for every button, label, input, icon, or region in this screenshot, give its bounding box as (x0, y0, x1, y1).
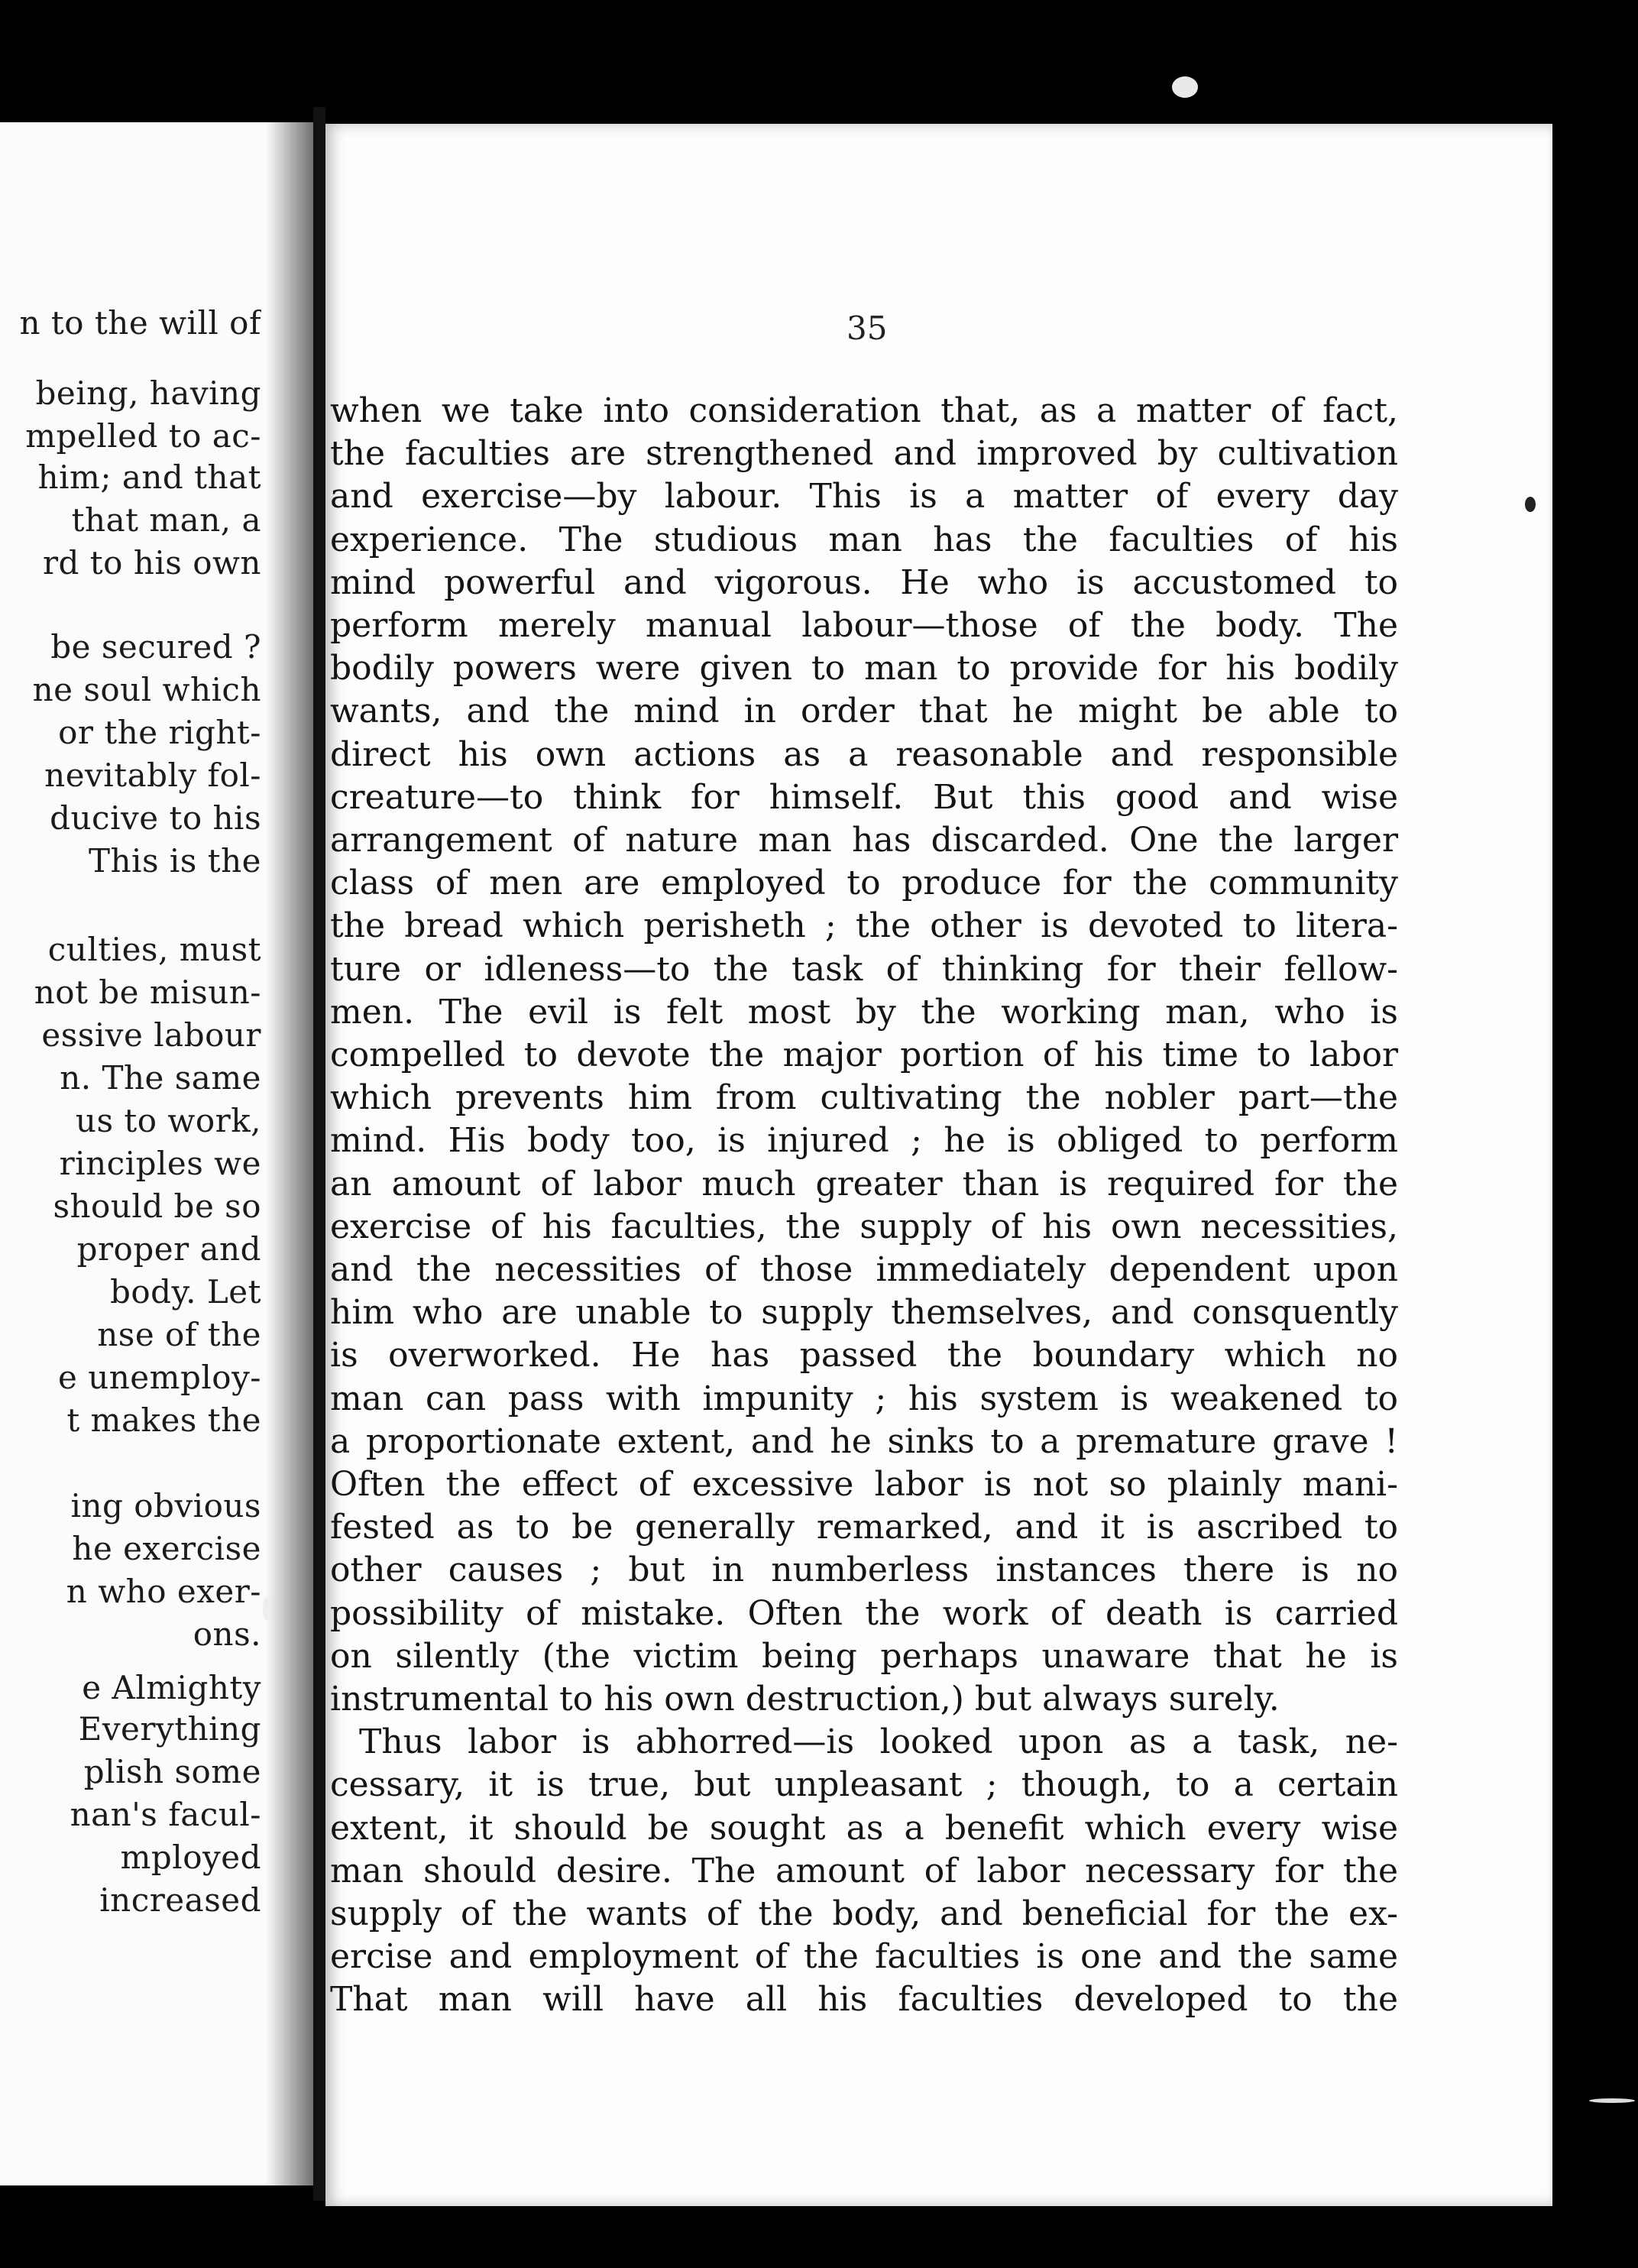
body-text-line: when we take into consideration that, as a matter of fact, (330, 391, 1398, 430)
ink-speck (1172, 76, 1198, 98)
body-text-line: the bread which perisheth ; the other is devoted to litera- (330, 906, 1398, 946)
left-page-line: ing obvious (70, 1487, 261, 1524)
left-page-line: nevitably fol- (44, 757, 261, 794)
body-text-line: cessary, it is true, but unpleasant ; though, to a certain (330, 1765, 1398, 1805)
body-text-line: Often the effect of excessive labor is not so plainly mani- (330, 1465, 1398, 1504)
body-text-line: ture or idleness—to the task of thinking for their fellow- (330, 949, 1398, 989)
left-page-line: being, having (35, 374, 261, 412)
left-page-line: body. Let (109, 1273, 261, 1311)
body-text-line: compelled to devote the major portion of his time to labor (330, 1035, 1398, 1074)
body-text-line: men. The evil is felt most by the working man, who is (330, 992, 1398, 1032)
body-text-line: experience. The studious man has the faculties of his (330, 520, 1398, 559)
left-page-line: not be misun- (34, 974, 261, 1011)
body-text-line: ercise and employment of the faculties is one and the same (330, 1937, 1398, 1977)
body-text-line: mind powerful and vigorous. He who is accustomed to (330, 562, 1398, 602)
body-text-line: and exercise—by labour. This is a matter of every day (330, 477, 1398, 517)
body-text-line: is overworked. He has passed the boundary which no (330, 1336, 1398, 1375)
body-text-line: exercise of his faculties, the supply of his own necessities, (330, 1207, 1398, 1246)
left-page-line: us to work, (75, 1102, 261, 1139)
left-page-line: Everything (78, 1710, 261, 1748)
left-page-line: nse of the (97, 1316, 261, 1353)
left-page-line: essive labour (41, 1016, 261, 1054)
body-text-line: extent, it should be sought as a benefit which every wise (330, 1808, 1398, 1848)
left-page-line: culties, must (47, 931, 261, 968)
book-gutter (313, 107, 325, 2201)
left-page-line: This is the (88, 842, 261, 880)
body-text-line: man can pass with impunity ; his system is weakened to (330, 1379, 1398, 1418)
body-text-line: class of men are employed to produce for the community (330, 863, 1398, 903)
body-text-line: creature—to think for himself. But this good and wise (330, 777, 1398, 817)
left-page-line: that man, a (71, 501, 261, 539)
body-text-line: him who are unable to supply themselves, and consquently (330, 1293, 1398, 1333)
left-page-line: ne soul which (32, 671, 261, 708)
body-text-line: the faculties are strengthened and improved by cultivation (330, 434, 1398, 474)
body-text-line: on silently (the victim being perhaps unaware that he is (330, 1636, 1398, 1676)
left-page-line: e unemploy- (57, 1359, 261, 1396)
left-page-line: increased (99, 1881, 261, 1919)
body-text-line: That man will have all his faculties developed to the (330, 1980, 1398, 2020)
body-text-line: which prevents him from cultivating the nobler part—the (330, 1078, 1398, 1118)
body-text-line: mind. His body too, is injured ; he is obliged to perform (330, 1121, 1398, 1161)
left-page-line: t makes the (66, 1401, 261, 1439)
left-page-line: or the right- (58, 714, 261, 751)
page-number: 35 (847, 309, 888, 347)
left-page-line: rd to his own (42, 544, 261, 582)
body-text-line: and the necessities of those immediately dependent upon (330, 1250, 1398, 1289)
left-page-line: ons. (193, 1615, 261, 1653)
left-page-line: e Almighty (82, 1669, 261, 1706)
left-page-line: mpelled to ac- (25, 417, 261, 455)
ink-speck (263, 1597, 270, 1620)
left-page-line: be secured ? (50, 628, 261, 666)
left-page-shadow (266, 122, 313, 2185)
body-text-line: wants, and the mind in order that he might be able to (330, 692, 1398, 731)
left-page-line: n who exer- (66, 1573, 261, 1610)
body-text-line: man should desire. The amount of labor necessary for the (330, 1851, 1398, 1891)
left-page-line: him; and that (37, 458, 261, 496)
body-text-line: supply of the wants of the body, and beneficial for the ex- (330, 1894, 1398, 1933)
body-text-line: fested as to be generally remarked, and it is ascribed to (330, 1508, 1398, 1547)
body-text-line: a proportionate extent, and he sinks to a premature grave ! (330, 1421, 1398, 1461)
body-text-line: instrumental to his own destruction,) but always surely. (330, 1680, 1280, 1719)
left-page-line: mployed (120, 1839, 261, 1876)
body-text-line: possibility of mistake. Often the work of death is carried (330, 1593, 1398, 1633)
body-text-line: direct his own actions as a reasonable and responsible (330, 734, 1398, 774)
body-text-line: Thus labor is abhorred—is looked upon as a task, ne- (359, 1722, 1398, 1762)
body-text-line: arrangement of nature man has discarded. One the larger (330, 821, 1398, 860)
body-text-line: an amount of labor much greater than is required for the (330, 1164, 1398, 1204)
left-page-line: rinciples we (59, 1145, 261, 1182)
left-page-line: he exercise (72, 1530, 261, 1567)
body-text-line: other causes ; but in numberless instances there is no (330, 1550, 1398, 1590)
left-page-line: proper and (76, 1230, 261, 1268)
left-page-line: n. The same (60, 1059, 261, 1097)
body-text-line: perform merely manual labour—those of the body. The (330, 606, 1398, 645)
body-text-line: bodily powers were given to man to provide for his bodily (330, 649, 1398, 688)
ink-speck (1589, 2098, 1635, 2103)
left-page-line: nan's facul- (70, 1796, 261, 1833)
ink-speck (1525, 497, 1536, 512)
left-page-line: should be so (53, 1187, 261, 1225)
left-page-line: plish some (83, 1753, 261, 1790)
left-page-line: n to the will of (19, 304, 261, 342)
left-page-line: ducive to his (50, 799, 261, 837)
